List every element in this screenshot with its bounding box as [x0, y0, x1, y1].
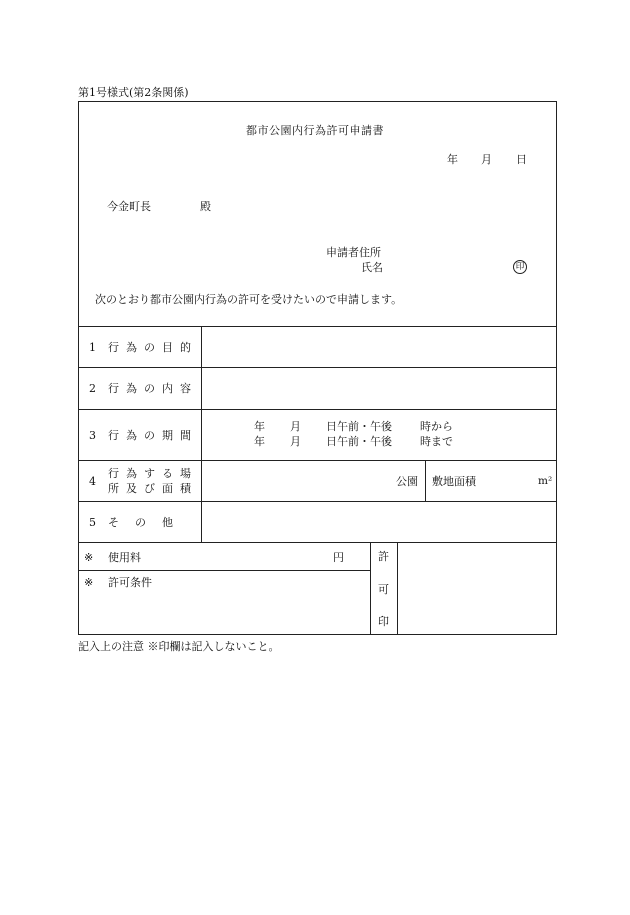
purpose-field[interactable] [203, 328, 555, 366]
period-to-day[interactable]: 日午前・午後 [326, 435, 392, 448]
form-number: 第1号様式(第2条関係) [78, 86, 189, 99]
addressee-name: 今金町長 [107, 200, 151, 213]
area-field[interactable] [485, 462, 535, 500]
date-month[interactable]: 月 [481, 153, 492, 166]
divider [78, 542, 557, 543]
fee-unit: 円 [333, 551, 344, 564]
park-suffix: 公園 [396, 475, 418, 488]
office-use-mark: ※ [84, 576, 94, 589]
row-label-period: 行為の期間 [108, 429, 198, 442]
period-from-time[interactable]: 時から [420, 420, 453, 433]
date-year[interactable]: 年 [447, 153, 458, 166]
divider [370, 542, 371, 635]
permit-stamp-char: 可 [378, 583, 389, 596]
addressee-honorific: 殿 [200, 200, 211, 213]
divider [397, 542, 398, 635]
applicant-name-label: 氏名 [361, 261, 383, 274]
row-label-content: 行為の内容 [108, 382, 198, 395]
period-from-day[interactable]: 日午前・午後 [326, 420, 392, 433]
area-unit: m² [538, 475, 553, 487]
row-label-other: その他 [108, 516, 189, 529]
row-number: 4 [89, 475, 96, 488]
permit-stamp-char: 印 [378, 615, 389, 628]
permit-conditions-label: 許可条件 [108, 576, 152, 589]
permit-stamp-char: 許 [378, 550, 389, 563]
row-number: 5 [89, 516, 96, 529]
period-to-month[interactable]: 月 [290, 435, 301, 448]
row-number: 2 [89, 382, 96, 395]
other-field[interactable] [203, 503, 555, 541]
period-from-month[interactable]: 月 [290, 420, 301, 433]
row-label-place-line2: 所及び面積 [108, 482, 198, 495]
applicant-address-label: 申請者住所 [326, 246, 381, 259]
date-day[interactable]: 日 [516, 153, 527, 166]
form-frame [78, 101, 557, 635]
divider [78, 409, 557, 410]
divider [78, 326, 557, 327]
divider [78, 460, 557, 461]
divider [78, 501, 557, 502]
park-name-field[interactable] [203, 462, 393, 500]
divider [201, 326, 202, 542]
fee-label: 使用料 [108, 551, 141, 564]
seal-icon: 印 [513, 260, 527, 274]
row-label-purpose: 行為の目的 [108, 341, 198, 354]
row-label-place-line1: 行為する場 [108, 467, 198, 480]
area-label: 敷地面積 [432, 475, 476, 488]
period-to-year[interactable]: 年 [254, 435, 265, 448]
divider [78, 367, 557, 368]
content-field[interactable] [203, 369, 555, 408]
row-number: 1 [89, 341, 96, 354]
divider [78, 570, 370, 571]
office-use-mark: ※ [84, 551, 94, 564]
period-to-time[interactable]: 時まで [420, 435, 453, 448]
period-from-year[interactable]: 年 [254, 420, 265, 433]
form-title: 都市公園内行為許可申請書 [246, 124, 384, 137]
application-statement: 次のとおり都市公園内行為の許可を受けたいので申請します。 [95, 293, 403, 306]
entry-note: 記入上の注意 ※印欄は記入しないこと。 [78, 640, 280, 653]
divider [425, 460, 426, 501]
row-number: 3 [89, 429, 96, 442]
